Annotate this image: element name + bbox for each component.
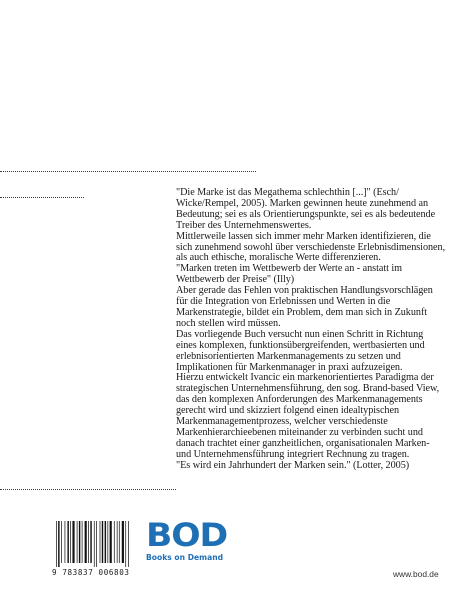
isbn-barcode [52, 521, 138, 581]
blurb-paragraph: Hierzu entwickelt Ivancic ein markenorientiertes Paradigma der strategischen Unternehmensführung, den sog. Brand-based View, das den komplexen Anforderungen des Markenmanagements gerecht wird und skizziert folgend einen idealtypischen Markenmanagementprozess, welcher verschiedenste Markenhierarchieebenen miteinander zu verbinden sucht und danach trachtet einer ganzheitlichen, organisationalen Marken- und Unternehmensführung integriert Rechnung zu tragen. [176, 372, 440, 460]
blurb-paragraph: "Marken treten im Wettbewerb der Werte an - anstatt im Wettbewerb der Preise" (Illy) [176, 263, 403, 286]
blurb-paragraph: Das vorliegende Buch versucht nun einen Schritt in Richtung eines komplexen, funktionsübergreifenden, wertbasierten und erlebnisorientierten Markenmanagements zu setzen und Implikationen für Markenmanager in praxi aufzuzeigen. [176, 328, 425, 373]
blurb-paragraph: Mittlerweile lassen sich immer mehr Marken identifizieren, die sich zunehmend sowohl über verschiedenste Erlebnisdimensionen, als auch ethische, moralische Werte differenzieren. [176, 230, 446, 264]
bod-tagline: Books on Demand [146, 553, 224, 562]
dotted-rule-short [0, 197, 84, 198]
publisher-logo [146, 516, 228, 582]
back-cover-blurb [176, 188, 446, 472]
blurb-paragraph: "Es wird ein Jahrhundert der Marken sein." (Lotter, 2005) [176, 459, 410, 471]
blurb-paragraph: "Die Marke ist das Megathema schlechthin [...]" (Esch/ Wicke/Rempel, 2005). Marken gewinnen heute zunehmend an Bedeutung; sei es als Orientierungspunkte, sei es als bedeutende Treiber des Unternehmenswertes. [176, 187, 436, 231]
bod-logo-text: BOD [146, 516, 228, 554]
dotted-rule-top [0, 171, 256, 172]
blurb-paragraph: Aber gerade das Fehlen von praktischen Handlungsvorschlägen für die Integration von Erlebnissen und Werten in die Markenstrategie, bildet ein Problem, dem man sich in Zukunft noch stellen wird müssen. [176, 285, 433, 329]
publisher-url: www.bod.de [393, 569, 439, 579]
barcode-bars [56, 521, 136, 567]
dotted-rule-bottom [0, 489, 176, 490]
barcode-number: 9 783837 006803 [52, 568, 130, 577]
